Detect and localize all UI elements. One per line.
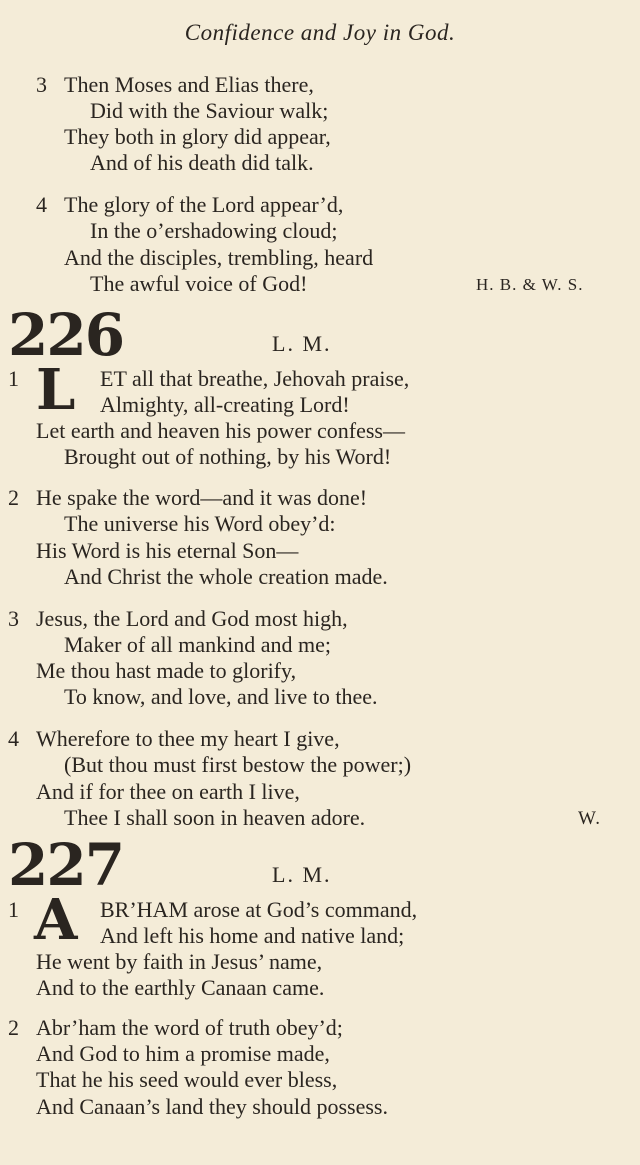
verse-line: BR’HAM arose at God’s command,: [100, 897, 418, 922]
attribution: W.: [578, 808, 601, 829]
verse-line: And to the earthly Canaan came.: [36, 975, 325, 1000]
verse-line: That he his seed would ever bless,: [36, 1067, 338, 1092]
hymn-meter: L. M.: [272, 862, 332, 887]
stanza-number: 1: [8, 366, 19, 391]
verse-line: Thee I shall soon in heaven adore.: [64, 805, 366, 830]
verse-line: To know, and love, and live to thee.: [64, 684, 378, 709]
verse-line: Jesus, the Lord and God most high,: [36, 606, 348, 631]
verse-line: Then Moses and Elias there,: [64, 72, 314, 97]
hymn-number: 226: [8, 301, 124, 369]
verse-line: And of his death did talk.: [90, 150, 314, 175]
verse-line: ET all that breathe, Jehovah praise,: [100, 366, 410, 391]
verse-line: They both in glory did appear,: [64, 124, 331, 149]
verse-line: Me thou hast made to glorify,: [36, 658, 297, 683]
verse-line: The universe his Word obey’d:: [64, 511, 336, 536]
verse-line: And Canaan’s land they should possess.: [36, 1094, 388, 1119]
stanza-number: 3: [36, 72, 47, 97]
verse-line: His Word is his eternal Son—: [36, 538, 299, 563]
drop-cap: L: [36, 357, 76, 423]
verse-line: And the disciples, trembling, heard: [64, 245, 374, 270]
verse-line: (But thou must first bestow the power;): [64, 752, 412, 777]
drop-cap: A: [34, 887, 78, 953]
verse-line: Almighty, all-creating Lord!: [100, 392, 350, 417]
stanza-number: 1: [8, 897, 19, 922]
verse-line: Maker of all mankind and me;: [64, 632, 331, 657]
verse-line: And Christ the whole creation made.: [64, 564, 388, 589]
verse-line: Abr’ham the word of truth obey’d;: [36, 1015, 343, 1040]
verse-line: And God to him a promise made,: [36, 1041, 330, 1066]
hymn-meter: L. M.: [272, 331, 332, 356]
stanza-number: 4: [8, 726, 19, 751]
attribution: H. B. & W. S.: [476, 275, 584, 294]
verse-line: The awful voice of God!: [90, 271, 308, 296]
verse-line: He spake the word—and it was done!: [36, 485, 368, 510]
stanza-number: 2: [8, 485, 19, 510]
verse-line: Wherefore to thee my heart I give,: [36, 726, 340, 751]
hymn-number: 227: [8, 831, 124, 899]
stanza-number: 4: [36, 192, 47, 217]
verse-line: In the o’ershadowing cloud;: [90, 218, 338, 243]
verse-line: Let earth and heaven his power confess—: [36, 418, 405, 443]
verse-line: And left his home and native land;: [100, 923, 405, 948]
verse-line: He went by faith in Jesus’ name,: [36, 949, 323, 974]
stanza-number: 3: [8, 606, 19, 631]
stanza-number: 2: [8, 1015, 19, 1040]
page-header: Confidence and Joy in God.: [184, 20, 456, 45]
verse-line: Brought out of nothing, by his Word!: [64, 444, 392, 469]
verse-line: Did with the Saviour walk;: [90, 98, 329, 123]
verse-line: And if for thee on earth I live,: [36, 779, 300, 804]
verse-line: The glory of the Lord appear’d,: [64, 192, 344, 217]
